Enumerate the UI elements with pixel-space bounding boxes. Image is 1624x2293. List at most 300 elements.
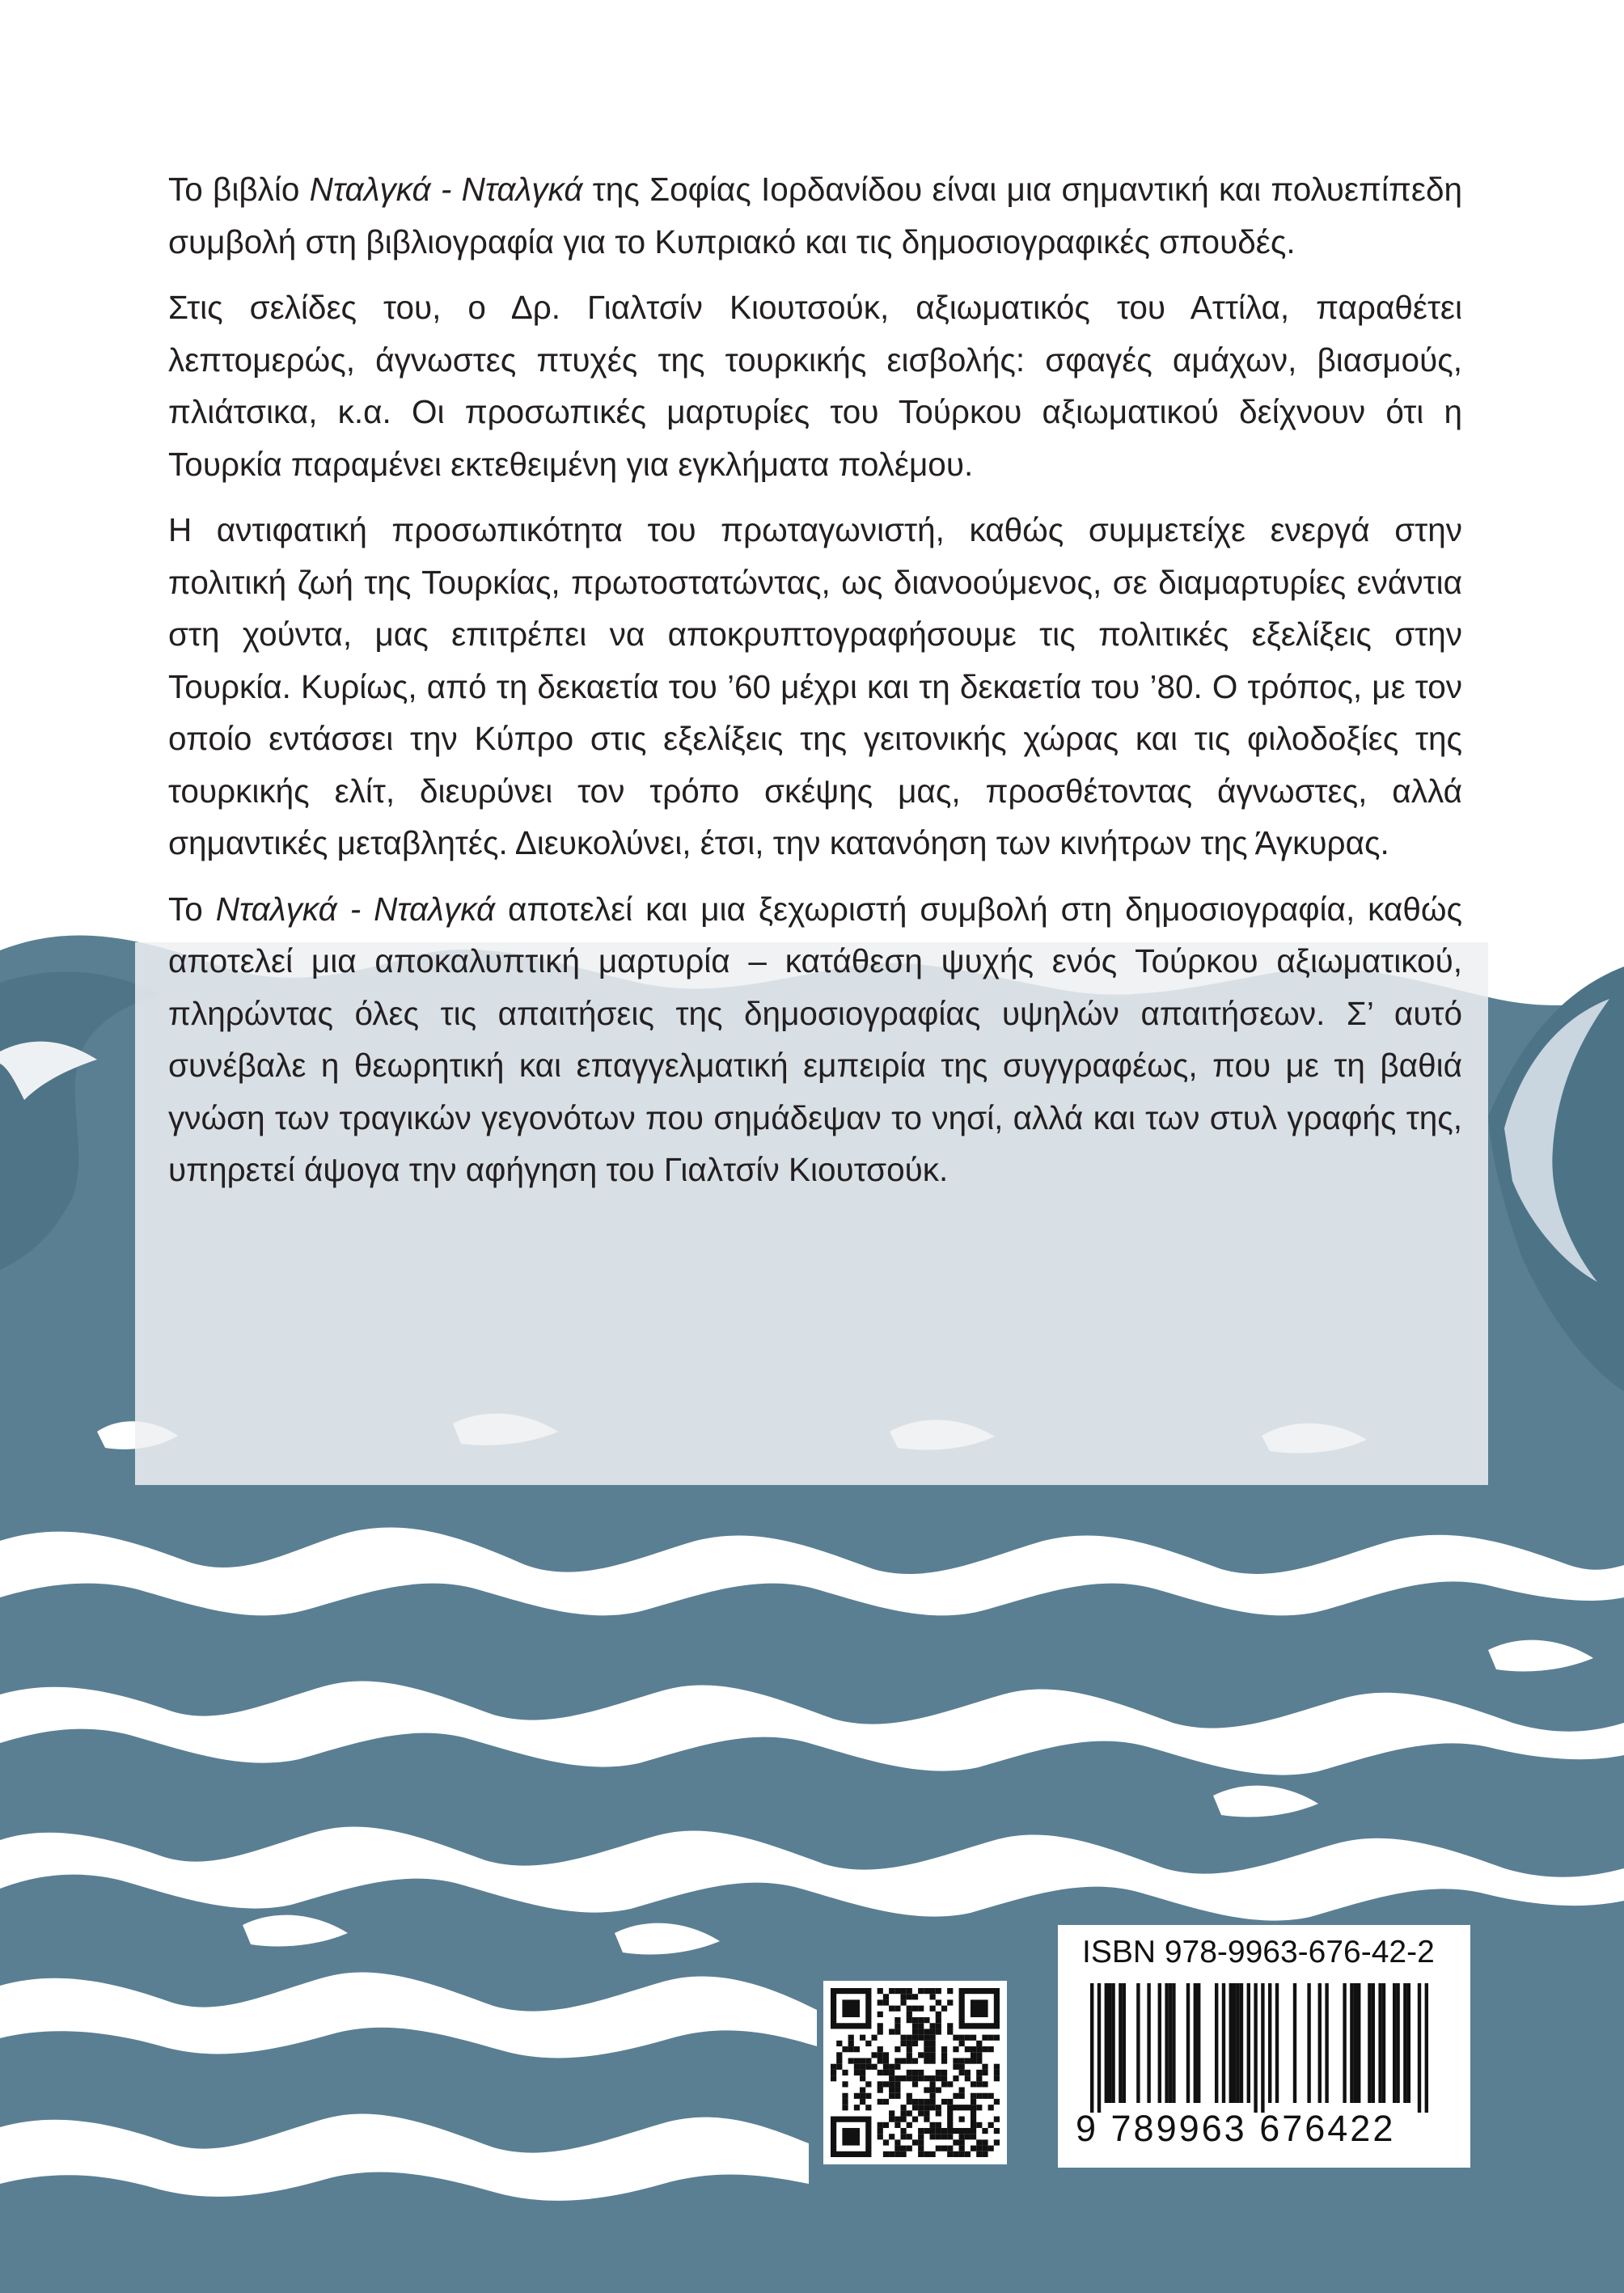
qr-module xyxy=(947,2081,953,2087)
qr-module xyxy=(936,2146,941,2151)
qr-module xyxy=(878,2023,883,2029)
qr-module xyxy=(889,2093,894,2099)
barcode-bar xyxy=(1254,1983,1257,2113)
qr-module xyxy=(912,2070,918,2075)
qr-module xyxy=(953,2046,958,2052)
qr-module xyxy=(831,2070,836,2075)
qr-module xyxy=(912,2099,918,2105)
qr-module xyxy=(988,2046,994,2052)
qr-module xyxy=(988,2122,994,2128)
qr-module xyxy=(860,2093,865,2099)
qr-module xyxy=(953,2058,958,2063)
qr-module xyxy=(854,2058,860,2063)
qr-module xyxy=(941,2058,947,2063)
qr-module xyxy=(912,2058,918,2063)
qr-module xyxy=(831,2064,836,2070)
qr-module xyxy=(889,2117,894,2122)
qr-module xyxy=(930,2006,936,2012)
qr-module xyxy=(865,2041,871,2046)
qr-module xyxy=(889,2070,894,2075)
qr-module xyxy=(976,2146,982,2151)
qr-module xyxy=(918,2146,924,2151)
qr-module xyxy=(936,2134,941,2139)
ean13-barcode xyxy=(1081,1983,1453,2113)
qr-module xyxy=(907,2099,912,2105)
barcode-bar xyxy=(1350,1983,1353,2103)
blurb-paragraph-3 xyxy=(168,504,1462,869)
qr-module xyxy=(894,2093,900,2099)
barcode-bar xyxy=(1354,1983,1357,2103)
blurb-paragraph-1 xyxy=(168,163,1462,268)
qr-module xyxy=(878,2122,883,2128)
qr-module xyxy=(930,2052,936,2058)
barcode-bar xyxy=(1222,1983,1225,2103)
qr-module xyxy=(918,2052,924,2058)
qr-module xyxy=(889,2110,894,2116)
qr-module xyxy=(894,2023,900,2029)
qr-module xyxy=(965,2046,971,2052)
qr-module xyxy=(924,2088,929,2093)
qr-module xyxy=(965,2134,971,2139)
qr-module xyxy=(924,2110,929,2116)
qr-module xyxy=(982,2081,988,2087)
qr-module xyxy=(894,2088,900,2093)
barcode-bar xyxy=(1307,1983,1310,2103)
qr-module xyxy=(907,2052,912,2058)
qr-module xyxy=(924,2128,929,2134)
qr-module xyxy=(959,2139,965,2145)
qr-module xyxy=(936,2075,941,2081)
barcode-bar xyxy=(1382,1983,1385,2103)
qr-module xyxy=(860,2064,865,2070)
book-title-italic: Νταλγκά - Νταλγκά xyxy=(309,171,583,208)
barcode-bar xyxy=(1147,1983,1150,2103)
qr-module xyxy=(865,2093,871,2099)
qr-module xyxy=(907,2006,912,2012)
qr-module xyxy=(930,2029,936,2034)
qr-module xyxy=(959,2093,965,2099)
qr-module xyxy=(842,2070,848,2075)
qr-module xyxy=(912,1994,918,1999)
qr-module xyxy=(982,2128,988,2134)
barcode-bar xyxy=(1407,1983,1410,2103)
qr-module xyxy=(965,2151,971,2157)
qr-module xyxy=(918,2128,924,2134)
qr-module xyxy=(900,2110,906,2116)
qr-module xyxy=(842,2105,848,2110)
qr-module xyxy=(878,2081,883,2087)
qr-module xyxy=(941,2134,947,2139)
qr-module xyxy=(971,2035,976,2041)
qr-module xyxy=(994,2099,1000,2105)
qr-module xyxy=(930,2081,936,2087)
qr-module xyxy=(894,2058,900,2063)
qr-module xyxy=(953,2139,958,2145)
text-run: Το xyxy=(168,890,216,928)
qr-module xyxy=(971,2052,976,2058)
qr-module xyxy=(918,2006,924,2012)
qr-module xyxy=(953,2035,958,2041)
qr-module xyxy=(894,2029,900,2034)
qr-module xyxy=(878,2046,883,2052)
qr-module xyxy=(907,2046,912,2052)
qr-module xyxy=(878,2012,883,2017)
qr-module xyxy=(930,2088,936,2093)
qr-finder-core xyxy=(842,2128,860,2146)
qr-module xyxy=(930,2023,936,2029)
qr-module xyxy=(918,2075,924,2081)
qr-module xyxy=(941,2075,947,2081)
qr-module xyxy=(982,2151,988,2157)
qr-module xyxy=(907,2146,912,2151)
qr-module xyxy=(900,1999,906,2005)
isbn-number: ISBN 978-9963-676-42-2 xyxy=(1082,1935,1435,1969)
qr-module xyxy=(854,2064,860,2070)
qr-module xyxy=(848,2035,854,2041)
qr-module xyxy=(947,2146,953,2151)
barcode-bar xyxy=(1172,1983,1175,2103)
qr-module xyxy=(918,2029,924,2034)
qr-module xyxy=(947,1999,953,2005)
qr-module xyxy=(924,2105,929,2110)
qr-module xyxy=(860,2035,865,2041)
qr-module xyxy=(878,1999,883,2005)
qr-module xyxy=(930,2122,936,2128)
qr-align-core xyxy=(959,2117,965,2122)
qr-module xyxy=(912,2105,918,2110)
qr-module xyxy=(976,2081,982,2087)
qr-module xyxy=(842,2081,848,2087)
qr-module xyxy=(982,2064,988,2070)
qr-module xyxy=(865,2105,871,2110)
qr-module xyxy=(878,2070,883,2075)
qr-module xyxy=(894,2017,900,2023)
qr-module xyxy=(860,2058,865,2063)
qr-module xyxy=(976,2075,982,2081)
barcode-bar xyxy=(1105,1983,1108,2103)
qr-module xyxy=(900,2128,906,2134)
qr-module xyxy=(860,2075,865,2081)
barcode-digits: 9 789963 676422 xyxy=(1076,2108,1396,2149)
blurb-text xyxy=(168,163,1462,1210)
text-run: Το βιβλίο xyxy=(168,171,310,208)
qr-module xyxy=(936,2017,941,2023)
qr-module xyxy=(971,2081,976,2087)
qr-module xyxy=(836,2041,842,2046)
barcode-bar xyxy=(1261,1983,1264,2113)
qr-module xyxy=(865,2058,871,2063)
qr-module xyxy=(883,2052,889,2058)
qr-module xyxy=(883,2070,889,2075)
qr-module xyxy=(878,2029,883,2034)
qr-module xyxy=(953,2064,958,2070)
qr-module xyxy=(982,2070,988,2075)
qr-module xyxy=(883,2064,889,2070)
barcode-bar xyxy=(1158,1983,1161,2103)
qr-module xyxy=(912,2041,918,2046)
qr-module xyxy=(854,2070,860,2075)
qr-module xyxy=(982,2035,988,2041)
qr-module xyxy=(930,2151,936,2157)
qr-module xyxy=(953,2093,958,2099)
qr-module xyxy=(976,2139,982,2145)
qr-module xyxy=(894,2075,900,2081)
qr-module xyxy=(894,2046,900,2052)
qr-module xyxy=(924,2041,929,2046)
barcode-bar xyxy=(1325,1983,1328,2103)
qr-module xyxy=(883,2139,889,2145)
qr-module xyxy=(918,2134,924,2139)
qr-module xyxy=(900,1994,906,1999)
qr-finder-core xyxy=(842,1999,860,2017)
qr-module xyxy=(976,2122,982,2128)
qr-module xyxy=(930,2134,936,2139)
barcode-bar xyxy=(1236,1983,1239,2103)
barcode-bar xyxy=(1372,1983,1375,2103)
qr-module xyxy=(965,2035,971,2041)
qr-module xyxy=(947,2134,953,2139)
qr-module xyxy=(959,2041,965,2046)
barcode-bar xyxy=(1293,1983,1296,2103)
qr-module xyxy=(924,2058,929,2063)
qr-module xyxy=(907,1994,912,1999)
qr-module xyxy=(976,2041,982,2046)
qr-module xyxy=(907,2134,912,2139)
qr-module xyxy=(871,2052,877,2058)
qr-module xyxy=(953,2151,958,2157)
qr-module xyxy=(860,2070,865,2075)
qr-module xyxy=(878,2134,883,2139)
qr-module xyxy=(924,2017,929,2023)
qr-module xyxy=(936,2128,941,2134)
qr-module xyxy=(994,2117,1000,2122)
qr-module xyxy=(924,2117,929,2122)
qr-module xyxy=(900,2105,906,2110)
qr-module xyxy=(930,1988,936,1994)
qr-module xyxy=(988,2146,994,2151)
qr-module xyxy=(918,2035,924,2041)
qr-module xyxy=(894,2122,900,2128)
qr-module xyxy=(912,2006,918,2012)
qr-module xyxy=(878,1988,883,1994)
qr-module xyxy=(924,1988,929,1994)
qr-module xyxy=(930,2128,936,2134)
qr-module xyxy=(865,2081,871,2087)
qr-module xyxy=(848,2041,854,2046)
qr-module xyxy=(976,2070,982,2075)
qr-module xyxy=(941,2081,947,2087)
barcode-bar xyxy=(1229,1983,1233,2103)
qr-module xyxy=(860,2088,865,2093)
qr-module xyxy=(894,2006,900,2012)
qr-module xyxy=(930,2075,936,2081)
qr-module xyxy=(976,2046,982,2052)
qr-module xyxy=(907,2093,912,2099)
qr-module xyxy=(894,1988,900,1994)
qr-module xyxy=(930,2058,936,2063)
qr-module xyxy=(930,2093,936,2099)
qr-module xyxy=(971,2099,976,2105)
qr-module xyxy=(907,2012,912,2017)
qr-module xyxy=(930,2035,936,2041)
qr-module xyxy=(936,2110,941,2116)
qr-module xyxy=(982,2093,988,2099)
qr-module xyxy=(947,2151,953,2157)
qr-module xyxy=(918,2023,924,2029)
qr-module xyxy=(918,2151,924,2157)
qr-module xyxy=(912,2035,918,2041)
qr-module xyxy=(878,2088,883,2093)
qr-module xyxy=(871,2064,877,2070)
qr-module xyxy=(976,2105,982,2110)
barcode-bar xyxy=(1169,1983,1172,2103)
qr-module xyxy=(912,2139,918,2145)
barcode-bar xyxy=(1090,1983,1093,2113)
qr-module xyxy=(982,2146,988,2151)
qr-module xyxy=(907,1988,912,1994)
qr-module xyxy=(878,2052,883,2058)
qr-module xyxy=(889,2151,894,2157)
qr-module xyxy=(941,2099,947,2105)
qr-module xyxy=(930,1994,936,1999)
text-run: αποτελεί και μια ξεχωριστή συμβολή στη δημοσιογραφία, καθώς αποτελεί μια αποκαλυπτική μαρτυρία – κατάθεση ψυχής ενός Τούρκου αξιωματικού, πληρώντας όλες τις απαιτήσεις της δημοσιογραφίας υψηλών απαιτήσεων. Σ’ αυτό συνέβαλε η θεωρητική και επαγγελματική εμπειρία της συγγραφέως, που με τη βαθιά γνώση των τραγικών γεγονότων που σημάδεψαν το νησί, αλλά και των στυλ γραφής της, υπηρετεί άψογα την αφήγηση του Γιαλτσίν Κιουτσούκ. xyxy=(168,890,1462,1188)
qr-module xyxy=(936,2105,941,2110)
qr-module xyxy=(924,2046,929,2052)
qr-module xyxy=(883,1999,889,2005)
qr-module xyxy=(936,1999,941,2005)
barcode-bar xyxy=(1194,1983,1197,2103)
qr-module xyxy=(878,2128,883,2134)
qr-module xyxy=(941,2128,947,2134)
qr-module xyxy=(912,2023,918,2029)
book-title-italic: Νταλγκά - Νταλγκά xyxy=(215,890,496,928)
qr-module xyxy=(941,2070,947,2075)
qr-module xyxy=(994,2064,1000,2070)
qr-module xyxy=(907,2017,912,2023)
blurb-paragraph-4 xyxy=(168,883,1462,1196)
qr-module xyxy=(889,2081,894,2087)
qr-module xyxy=(941,2006,947,2012)
qr-module xyxy=(971,2134,976,2139)
qr-module xyxy=(836,2058,842,2063)
text-run: Η αντιφατική προσωπικότητα του πρωταγωνιστή, καθώς συμμετείχε ενεργά στην πολιτική ζωή της Τουρκίας, πρωτοστατώντας, ως διανοούμενος, σε διαμαρτυρίες ενάντια στη χούντα, μας επιτρέπει να αποκρυπτογραφήσουμε τις πολιτικές εξελίξεις στην Τουρκία. Κυρίως, από τη δεκαετία του ’60 μέχρι και τη δεκαετία του ’80. Ο τρόπος, με τον οποίο εντάσσει την Κύπρο στις εξελίξεις της γειτονικής χώρας και τις φιλοδοξίες της τουρκικής ελίτ, διευρύνει τον τρόπο σκέψης μας, προσθέτοντας άγνωστες, αλλά σημαντικές μεταβλητές. Διευκολύνει, έτσι, την κατανόηση των κινήτρων της Άγκυρας. xyxy=(168,511,1462,861)
qr-module xyxy=(959,2035,965,2041)
qr-module xyxy=(889,2006,894,2012)
barcode-bar xyxy=(1393,1983,1396,2103)
qr-module xyxy=(842,2046,848,2052)
qr-module xyxy=(965,2075,971,2081)
barcode-bar xyxy=(1396,1983,1399,2103)
qr-module xyxy=(959,2088,965,2093)
qr-module xyxy=(894,2117,900,2122)
qr-module xyxy=(912,2017,918,2023)
qr-module xyxy=(907,2075,912,2081)
qr-module xyxy=(889,2064,894,2070)
qr-module xyxy=(907,2122,912,2128)
blurb-paragraph-2 xyxy=(168,281,1462,490)
barcode-bar xyxy=(1240,1983,1243,2103)
barcode-bar xyxy=(1165,1983,1168,2103)
qr-module xyxy=(865,2064,871,2070)
qr-module xyxy=(900,2035,906,2041)
isbn-block xyxy=(1058,1925,1470,2265)
barcode-bar xyxy=(1368,1983,1371,2103)
barcode-bar xyxy=(1247,1983,1250,2103)
qr-module xyxy=(947,2023,953,2029)
qr-module xyxy=(953,2075,958,2081)
qr-module xyxy=(971,2093,976,2099)
qr-module xyxy=(883,2099,889,2105)
qr-module xyxy=(936,2029,941,2034)
qr-module xyxy=(894,2081,900,2087)
qr-module xyxy=(907,2041,912,2046)
qr-module xyxy=(889,2134,894,2139)
qr-code-graphic xyxy=(831,1988,1000,2157)
qr-module xyxy=(907,2035,912,2041)
qr-module xyxy=(994,2139,1000,2145)
barcode-label xyxy=(1058,1925,1470,2168)
qr-module xyxy=(894,2146,900,2151)
qr-module xyxy=(988,2105,994,2110)
qr-module xyxy=(918,2070,924,2075)
barcode-bar xyxy=(1186,1983,1190,2103)
qr-module xyxy=(924,2099,929,2105)
qr-module xyxy=(930,2046,936,2052)
barcode-bar xyxy=(1197,1983,1200,2103)
qr-module xyxy=(918,1988,924,1994)
qr-module xyxy=(900,2058,906,2063)
qr-module xyxy=(988,2035,994,2041)
barcode-bar xyxy=(1343,1983,1346,2103)
qr-module xyxy=(842,2093,848,2099)
barcode-bar xyxy=(1123,1983,1126,2103)
qr-module xyxy=(936,2122,941,2128)
barcode-bar xyxy=(1268,1983,1271,2103)
barcode-bar xyxy=(1111,1983,1114,2103)
qr-module xyxy=(924,2035,929,2041)
qr-module xyxy=(994,2075,1000,2081)
qr-module xyxy=(860,2099,865,2105)
qr-module xyxy=(941,2146,947,2151)
text-run: Στις σελίδες του, ο Δρ. Γιαλτσίν Κιουτσούκ, αξιωματικός του Αττίλα, παραθέτει λεπτομερώς, άγνωστες πτυχές της τουρκικής εισβολής: σφαγές αμάχων, βιασμούς, πλιάτσικα, κ.α. Οι προσωπικές μαρτυρίες του Τούρκου αξιωματικού δείχνουν ότι η Τουρκία παραμένει εκτεθειμένη για εγκλήματα πολέμου. xyxy=(168,289,1462,483)
qr-module xyxy=(976,2052,982,2058)
qr-module xyxy=(941,2052,947,2058)
qr-module xyxy=(883,2081,889,2087)
qr-module xyxy=(936,1988,941,1994)
qr-module xyxy=(842,2099,848,2105)
qr-module xyxy=(894,2151,900,2157)
qr-module xyxy=(930,2099,936,2105)
qr-code[interactable] xyxy=(823,1981,1007,2164)
qr-module xyxy=(907,2070,912,2075)
qr-module xyxy=(959,2064,965,2070)
qr-module xyxy=(959,2151,965,2157)
qr-module xyxy=(900,2134,906,2139)
qr-module xyxy=(936,2088,941,2093)
barcode-bar xyxy=(1275,1983,1279,2103)
qr-module xyxy=(848,2058,854,2063)
qr-module xyxy=(900,1988,906,1994)
qr-module xyxy=(894,2064,900,2070)
qr-module xyxy=(900,2146,906,2151)
qr-module xyxy=(900,2075,906,2081)
qr-module xyxy=(982,2046,988,2052)
qr-module xyxy=(918,2110,924,2116)
qr-module xyxy=(912,2029,918,2034)
qr-module xyxy=(947,1988,953,1994)
qr-module xyxy=(976,2093,982,2099)
qr-module xyxy=(959,2058,965,2063)
